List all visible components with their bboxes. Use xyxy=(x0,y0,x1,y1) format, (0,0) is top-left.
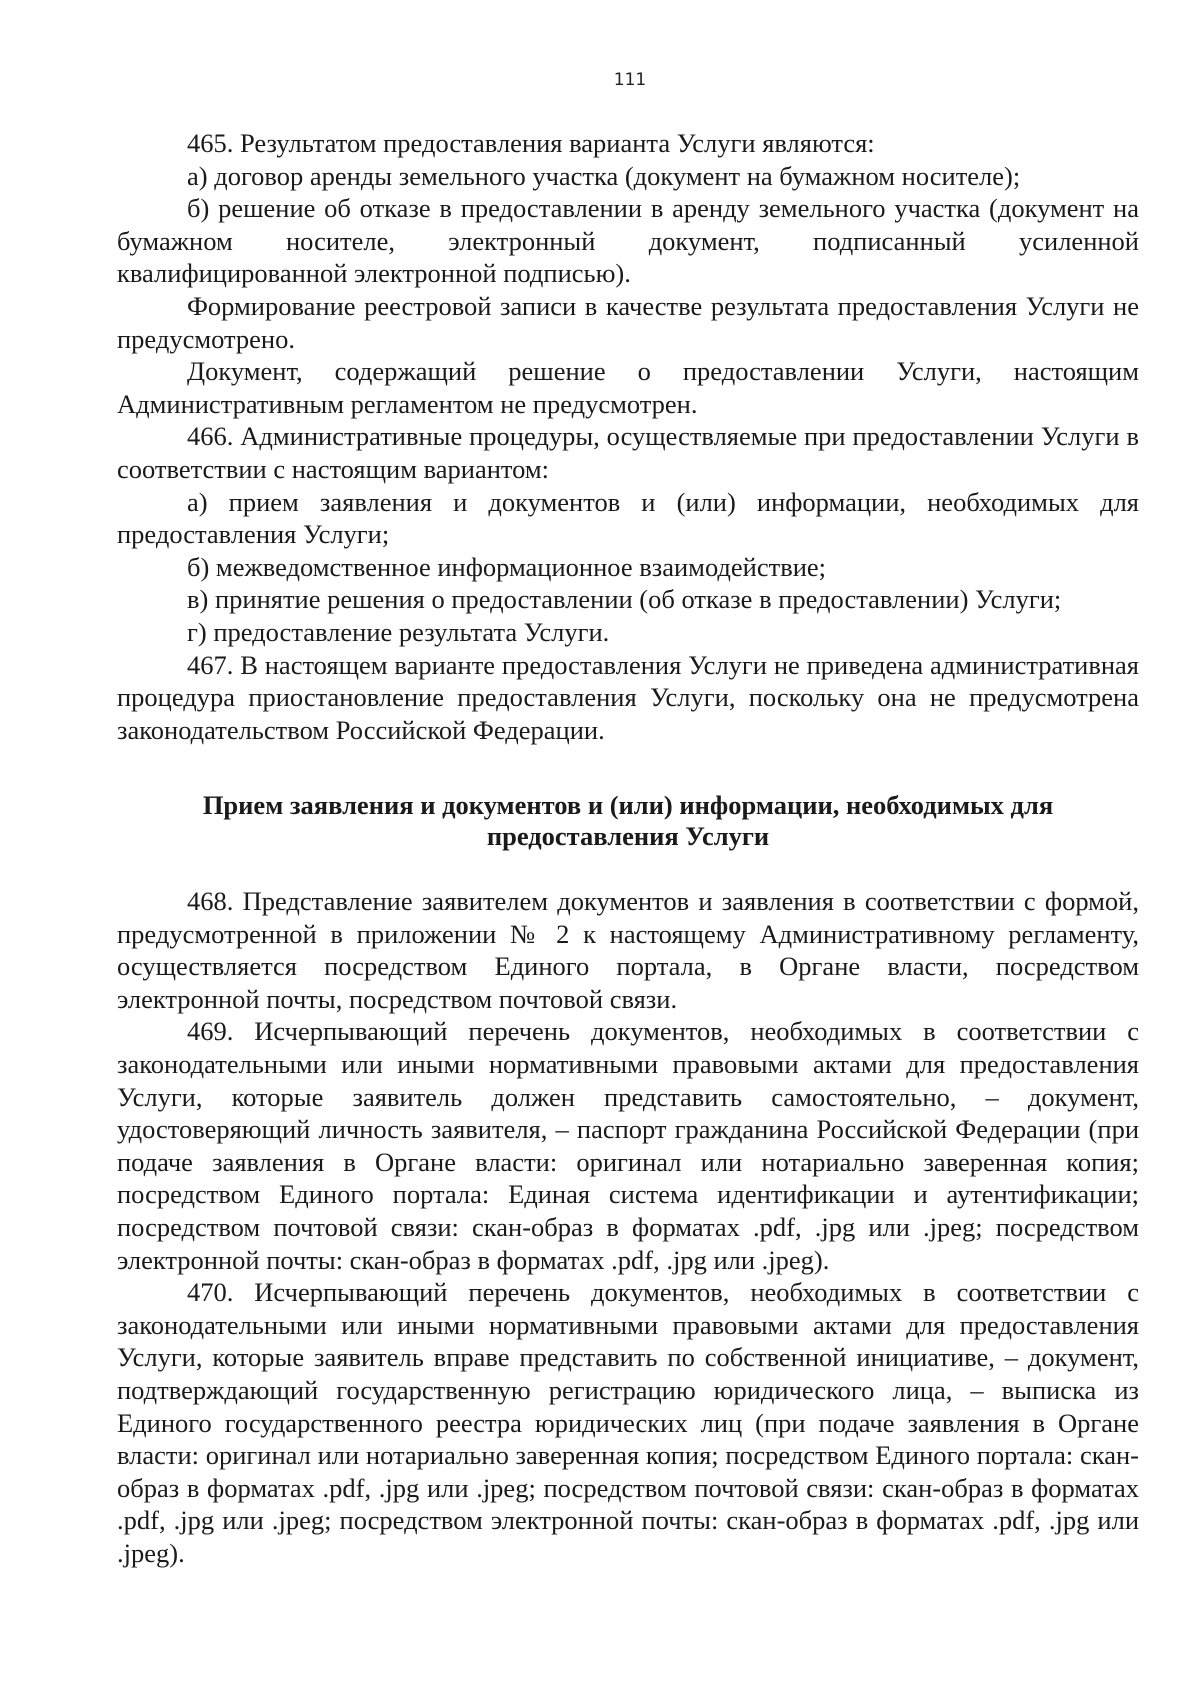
page-number: 111 xyxy=(613,70,647,90)
section-results-and-procedures xyxy=(117,127,1139,746)
list-item-b-refusal-decision: б) решение об отказе в предоставлении в аренду земельного участка (документ на бумажном носителе, электронный документ, подписанный усиленной квалифицированной электронной подписью). xyxy=(117,193,1139,289)
list-item-a-lease-agreement: а) договор аренды земельного участка (документ на бумажном носителе); xyxy=(187,160,1021,191)
section-heading xyxy=(117,790,1139,852)
paragraph-469: 469. Исчерпывающий перечень документов, необходимых в соответствии с законодательными или иными нормативными правовыми актами для предоставления Услуги, которые заявитель должен представить самостоятельно, – документ, удостоверяющий личность заявителя, – паспорт гражданина Российской Федерации (при подаче заявления в Органе власти: оригинал или нотариально заверенная копия; посредством Единого портала: Единая система идентификации и аутентификации; посредством почтовой связи: скан-образ в форматах .pdf, .jpg или .jpeg; посредством электронной почты: скан-образ в форматах .pdf, .jpg или .jpeg). xyxy=(117,1016,1139,1275)
paragraph-467: 467. В настоящем варианте предоставления Услуги не приведена административная процедура приостановление предоставления Услуги, поскольку она не предусмотрена законодательством Российской Федерации. xyxy=(117,649,1139,745)
list-item-c-decision: в) принятие решения о предоставлении (об отказе в предоставлении) Услуги; xyxy=(187,584,1062,615)
list-item-b-interagency: б) межведомственное информационное взаимодействие; xyxy=(187,551,827,582)
list-item-a-reception: а) прием заявления и документов и (или) информации, необходимых для предоставления Услуги; xyxy=(117,486,1139,550)
paragraph-470: 470. Исчерпывающий перечень документов, необходимых в соответствии с законодательными или иными нормативными правовыми актами для предоставления Услуги, которые заявитель вправе представить по собственной инициативе, – документ, подтверждающий государственную регистрацию юридического лица, – выписка из Единого государственного реестра юридических лиц (при подаче заявления в Органе власти: оригинал или нотариально заверенная копия; посредством Единого портала: скан-образ в форматах .pdf, .jpg или .jpeg; посредством почтовой связи: скан-образ в форматах .pdf, .jpg или .jpeg; посредством электронной почты: скан-образ в форматах .pdf, .jpg или .jpeg). xyxy=(117,1277,1139,1568)
section-heading-line-1: Прием заявления и документов и (или) информации, необходимых для xyxy=(202,790,1054,820)
paragraph-468: 468. Представление заявителем документов и заявления в соответствии с формой, предусмотренной в приложении № 2 к настоящему Административному регламенту, осуществляется посредством Единого портала, в Органе власти, посредством электронной почты, посредством почтовой связи. xyxy=(117,886,1139,1014)
paragraph-465: 465. Результатом предоставления варианта Услуги являются: xyxy=(187,128,875,158)
list-item-d-result: г) предоставление результата Услуги. xyxy=(187,616,610,647)
section-heading-line-2: предоставления Услуги xyxy=(486,821,770,851)
paragraph-466: 466. Административные процедуры, осуществляемые при предоставлении Услуги в соответствии с настоящим вариантом: xyxy=(117,421,1139,484)
paragraph-registry-record: Формирование реестровой записи в качестве результата предоставления Услуги не предусмотрено. xyxy=(117,290,1139,354)
section-application-reception xyxy=(117,885,1139,1569)
paragraph-decision-document: Документ, содержащий решение о предоставлении Услуги, настоящим Административным регламентом не предусмотрен. xyxy=(117,356,1139,419)
